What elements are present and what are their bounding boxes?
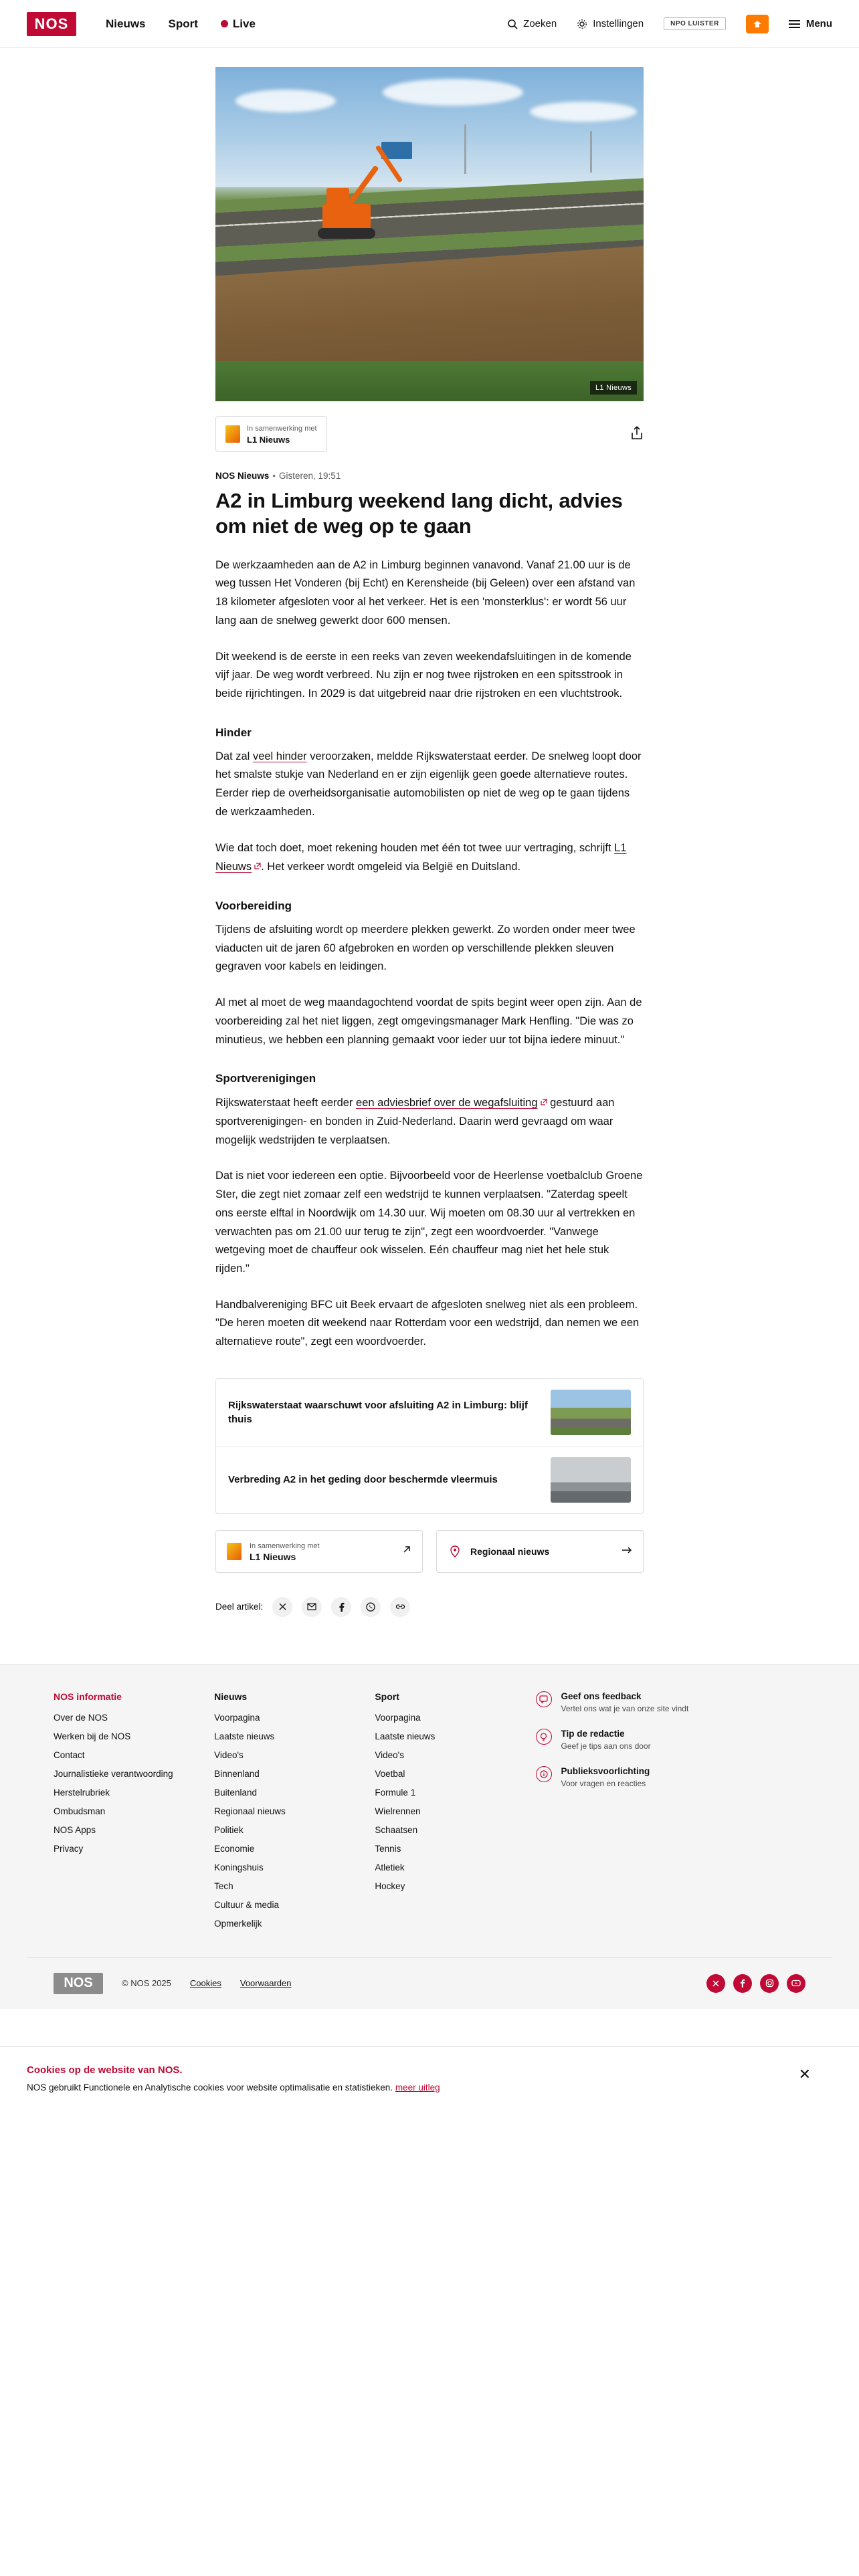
cookie-text: NOS gebruikt Functionele en Analytische cookies voor website optimalisatie en statistieken.	[27, 2082, 393, 2092]
footer-link[interactable]: Voorpagina	[214, 1712, 260, 1723]
footer-link[interactable]: Wielrennen	[375, 1806, 421, 1816]
live-dot-icon	[221, 20, 228, 27]
footer-columns	[27, 1691, 832, 1937]
promo-title: Geef ons feedback	[561, 1691, 642, 1701]
nav-item-live-label: Live	[232, 17, 256, 30]
article-timestamp: Gisteren, 19:51	[279, 471, 341, 481]
footer-link[interactable]: NOS Apps	[54, 1824, 96, 1835]
link-l1-nieuws[interactable]: L1 Nieuws	[215, 841, 627, 873]
partner-badge[interactable]	[215, 416, 327, 452]
link-adviesbrief[interactable]: een adviesbrief over de wegafsluiting	[356, 1097, 538, 1109]
footer-link[interactable]: Contact	[54, 1749, 85, 1760]
footer-link[interactable]: Schaatsen	[375, 1824, 418, 1835]
paragraph-text: Wie dat toch doet, moet rekening houden met één tot twee uur vertraging, schrijft	[215, 841, 615, 854]
promo-subtitle: Vertel ons wat je van onze site vindt	[561, 1703, 689, 1713]
partner-logo-icon	[225, 425, 240, 443]
site-header	[0, 0, 859, 48]
page-body	[0, 67, 859, 1624]
menu-label: Menu	[805, 18, 832, 29]
promo-subtitle: Voor vragen en reacties	[561, 1779, 646, 1789]
youtube-icon[interactable]	[787, 1974, 805, 1993]
cloud-shape	[235, 90, 336, 112]
article-paragraph: Dat is niet voor iedereen een optie. Bijvoorbeeld voor de Heerlense voetbalclub Groene Ster, die zegt niet zomaar zelf een wedstrijd te kunnen verplaatsen. "Zaterdag speelt ons eerste elftal in Noordwijk om 14.30 uur. Wij moeten om 08.30 uur al vertrekken en verwachten pas om 21.00 uur terug te zijn", zegt een woordvoerder. "Vanwege wetgeving moet de chauffeur ook wisselen. Eén chauffeur mag niet het hele stuk rijden."	[215, 1170, 643, 1275]
share-row	[215, 1597, 644, 1617]
partner-row	[215, 416, 644, 452]
paragraph-text: gestuurd aan sportverenigingen- en bonden in Zuid-Nederland. Daarin werd gevraagd om waar mogelijk wedstrijden te verplaatsen.	[215, 1097, 615, 1146]
list-item[interactable]	[216, 1379, 643, 1446]
site-footer	[0, 1664, 859, 2009]
external-link-icon	[541, 1093, 547, 1112]
excavator	[322, 204, 371, 229]
footer-link[interactable]: Journalistieke verantwoording	[54, 1768, 173, 1779]
arrow-up-right-icon	[402, 1545, 411, 1558]
footer-link[interactable]: Herstelrubriek	[54, 1787, 110, 1798]
meta-separator: •	[272, 471, 276, 481]
footer-nos-logo: NOS	[54, 1973, 103, 1994]
hero-image-wrapper	[215, 67, 644, 401]
hero-image	[215, 67, 644, 401]
foreground-grass	[215, 361, 644, 401]
promo-feedback[interactable]	[536, 1691, 805, 1714]
external-link-icon	[254, 857, 261, 876]
feedback-icon	[536, 1691, 552, 1707]
footer-column-title: Sport	[375, 1691, 399, 1702]
share-label: Deel artikel:	[215, 1602, 264, 1612]
arrow-right-icon	[622, 1545, 632, 1558]
share-facebook-icon[interactable]	[331, 1597, 351, 1617]
paragraph-text: Rijkswaterstaat heeft eerder	[215, 1097, 357, 1109]
x-icon[interactable]	[706, 1974, 725, 1993]
info-icon	[536, 1766, 552, 1782]
article-paragraph: Handbalvereniging BFC uit Beek ervaart de afgesloten snelweg niet als een probleem. "De heren moeten dit weekend naar Rotterdam voor een wedstrijd, dan nemen we een alternatieve route", zegt een woordvoerder.	[215, 1298, 640, 1348]
cta-regionaal-nieuws[interactable]	[436, 1530, 644, 1573]
cta-row	[215, 1530, 644, 1573]
related-thumbnail	[551, 1457, 631, 1503]
facebook-icon[interactable]	[733, 1974, 752, 1993]
article-paragraph: Dit weekend is de eerste in een reeks van zeven weekendafsluitingen in de komende vijf jaar. De weg wordt verbreed. Nu zijn er nog twee rijstroken en een spitsstrook in beide rijrichtingen. In 2029 is dat uitgebreid naar drie rijstroken en een vluchtstrook.	[215, 650, 632, 700]
footer-link[interactable]: Over de NOS	[54, 1712, 108, 1723]
location-pin-icon	[448, 1543, 462, 1560]
footer-link[interactable]: Hockey	[375, 1881, 405, 1891]
nav-item-live[interactable]	[221, 17, 256, 31]
gear-icon	[577, 19, 587, 29]
footer-link[interactable]: Formule 1	[375, 1787, 416, 1798]
footer-link[interactable]: Atletiek	[375, 1862, 405, 1872]
footer-link[interactable]: Economie	[214, 1843, 255, 1854]
pylon-icon	[464, 124, 466, 174]
search-label: Zoeken	[523, 18, 557, 29]
header-actions	[507, 15, 832, 33]
menu-button[interactable]	[789, 18, 832, 30]
article-paragraph: Tijdens de afsluiting wordt op meerdere plekken gewerkt. Zo worden onder meer twee viaducten uit de jaren 60 afgebroken en worden op verschillende plekken sleuven gegraven voor kabels en leidingen.	[215, 923, 636, 973]
footer-link[interactable]: Video's	[375, 1749, 404, 1760]
footer-link[interactable]: Tech	[214, 1881, 233, 1891]
footer-column-promos	[536, 1691, 805, 1937]
footer-column-title: Nieuws	[214, 1691, 248, 1702]
settings-label: Instellingen	[593, 18, 644, 29]
share-link-icon[interactable]	[390, 1597, 410, 1617]
section-heading-voorbereiding: Voorbereiding	[215, 899, 292, 912]
nos-logo[interactable]: NOS	[27, 12, 76, 36]
cloud-shape	[383, 79, 523, 106]
article-paragraph: Al met al moet de weg maandagochtend voordat de spits begint weer open zijn. Aan de voorbereiding zal het niet liggen, zegt omgevingsmanager Mark Henfling. "Die was zo minutieus, we hebben een planning gemaakt voor ieder uur tot bijna iedere minuut."	[215, 996, 642, 1046]
instagram-icon[interactable]	[760, 1974, 779, 1993]
partner-logo-icon	[227, 1543, 242, 1560]
cookie-title: Cookies op de website van NOS.	[27, 2064, 183, 2076]
footer-link[interactable]: Cultuur & media	[214, 1899, 279, 1910]
related-thumbnail	[551, 1390, 631, 1435]
share-icon[interactable]	[630, 425, 644, 443]
article-paragraph	[215, 839, 644, 877]
footer-link[interactable]: Laatste nieuws	[375, 1731, 436, 1741]
settings-button[interactable]	[577, 18, 644, 29]
footer-voorwaarden-link[interactable]: Voorwaarden	[240, 1978, 292, 1989]
cta-partner-prefix: In samenwerking met	[250, 1541, 320, 1550]
close-icon[interactable]: ✕	[798, 2065, 811, 2082]
image-credit: L1 Nieuws	[590, 381, 637, 395]
footer-column-sport	[375, 1691, 535, 1937]
footer-link[interactable]: Tennis	[375, 1843, 401, 1854]
search-button[interactable]	[507, 18, 557, 29]
paragraph-text: Dat zal	[215, 750, 253, 762]
footer-link[interactable]: Buitenland	[214, 1787, 257, 1798]
footer-link[interactable]: Voorpagina	[375, 1712, 421, 1723]
paragraph-text: . Het verkeer wordt omgeleid via België en Duitsland.	[261, 861, 521, 873]
list-item[interactable]	[216, 1446, 643, 1513]
search-icon	[507, 19, 518, 29]
page-title: A2 in Limburg weekend lang dicht, advies om niet de weg op te gaan	[215, 489, 623, 538]
nav-item-nieuws[interactable]: Nieuws	[106, 17, 146, 30]
social-links	[706, 1974, 805, 1993]
article-paragraph	[215, 1093, 644, 1150]
footer-link[interactable]: Werken bij de NOS	[54, 1731, 131, 1741]
copyright: © NOS 2025	[122, 1978, 171, 1989]
footer-link[interactable]: Ombudsman	[54, 1806, 106, 1816]
cookie-banner	[0, 2046, 859, 2113]
npo-luister-button[interactable]: NPO LUISTER	[664, 17, 726, 30]
footer-link[interactable]: Voetbal	[375, 1768, 405, 1779]
footer-link[interactable]: Politiek	[214, 1824, 244, 1835]
primary-nav	[106, 17, 256, 31]
footer-link[interactable]: Opmerkelijk	[214, 1918, 262, 1929]
related-articles	[215, 1378, 644, 1514]
footer-bottom-bar	[27, 1957, 832, 2009]
cta-partner-name: L1 Nieuws	[250, 1551, 296, 1562]
cloud-shape	[530, 102, 637, 122]
promo-tip[interactable]	[536, 1729, 805, 1751]
promo-subtitle: Geef je tips aan ons door	[561, 1741, 651, 1751]
section-heading-sportverenigingen: Sportverenigingen	[215, 1072, 316, 1085]
cta-partner-l1[interactable]	[215, 1530, 423, 1573]
footer-cookies-link[interactable]: Cookies	[189, 1978, 221, 1989]
footer-link[interactable]: Binnenland	[214, 1768, 260, 1779]
bulb-icon	[536, 1729, 552, 1745]
article-paragraph	[215, 748, 644, 822]
article-meta	[215, 471, 644, 481]
promo-title: Tip de redactie	[561, 1729, 625, 1739]
footer-link[interactable]: Regionaal nieuws	[214, 1806, 286, 1816]
promo-title: Publieksvoorlichting	[561, 1766, 650, 1777]
footer-column-nos-informatie	[54, 1691, 214, 1937]
pylon-icon	[590, 131, 592, 173]
hamburger-icon	[789, 18, 800, 30]
paragraph-text: veroorzaken, meldde Rijkswaterstaat eerder. De snelweg loopt door het smalste stukje van Nederland en er zijn eigenlijk geen goede alternatieve routes. Eerder riep de overheidsorganisatie automobilisten op niet de weg op te gaan tijdens de werkzaamheden.	[215, 750, 642, 818]
related-title: Rijkswaterstaat waarschuwt voor afsluiting A2 in Limburg: blijf thuis	[228, 1399, 528, 1425]
section-heading-hinder: Hinder	[215, 726, 252, 739]
cookie-more-info-link[interactable]: meer uitleg	[395, 2082, 440, 2092]
share-mail-icon[interactable]	[302, 1597, 322, 1617]
share-whatsapp-icon[interactable]	[361, 1597, 381, 1617]
footer-column-title: NOS informatie	[54, 1691, 122, 1702]
link-veel-hinder[interactable]: veel hinder	[252, 750, 307, 762]
article-paragraph: De werkzaamheden aan de A2 in Limburg beginnen vanavond. Vanaf 21.00 uur is de weg tussen Het Vonderen (bij Echt) en Kerensheide (bij Geleen) over een afstand van 18 kilometer afgesloten voor al het verkeer. Het is een 'monsterklus': er wordt 56 uur lang aan de snelweg gewerkt door 600 mensen.	[215, 558, 636, 627]
footer-column-nieuws	[214, 1691, 375, 1937]
nav-item-sport[interactable]: Sport	[168, 17, 198, 30]
footer-link[interactable]: Privacy	[54, 1843, 84, 1854]
related-title: Verbreding A2 in het geding door beschermde vleermuis	[228, 1474, 498, 1486]
article	[215, 471, 644, 1352]
npo-orange-icon[interactable]	[746, 15, 769, 33]
footer-link[interactable]: Koningshuis	[214, 1862, 264, 1872]
promo-publieksvoorlichting[interactable]	[536, 1766, 805, 1789]
share-x-icon[interactable]	[272, 1597, 292, 1617]
partner-prefix: In samenwerking met	[247, 425, 317, 433]
footer-link[interactable]: Video's	[214, 1749, 244, 1760]
cta-regional-label: Regionaal nieuws	[470, 1545, 550, 1557]
partner-name: L1 Nieuws	[247, 435, 290, 445]
footer-link[interactable]: Laatste nieuws	[214, 1731, 275, 1741]
article-source: NOS Nieuws	[215, 471, 270, 481]
